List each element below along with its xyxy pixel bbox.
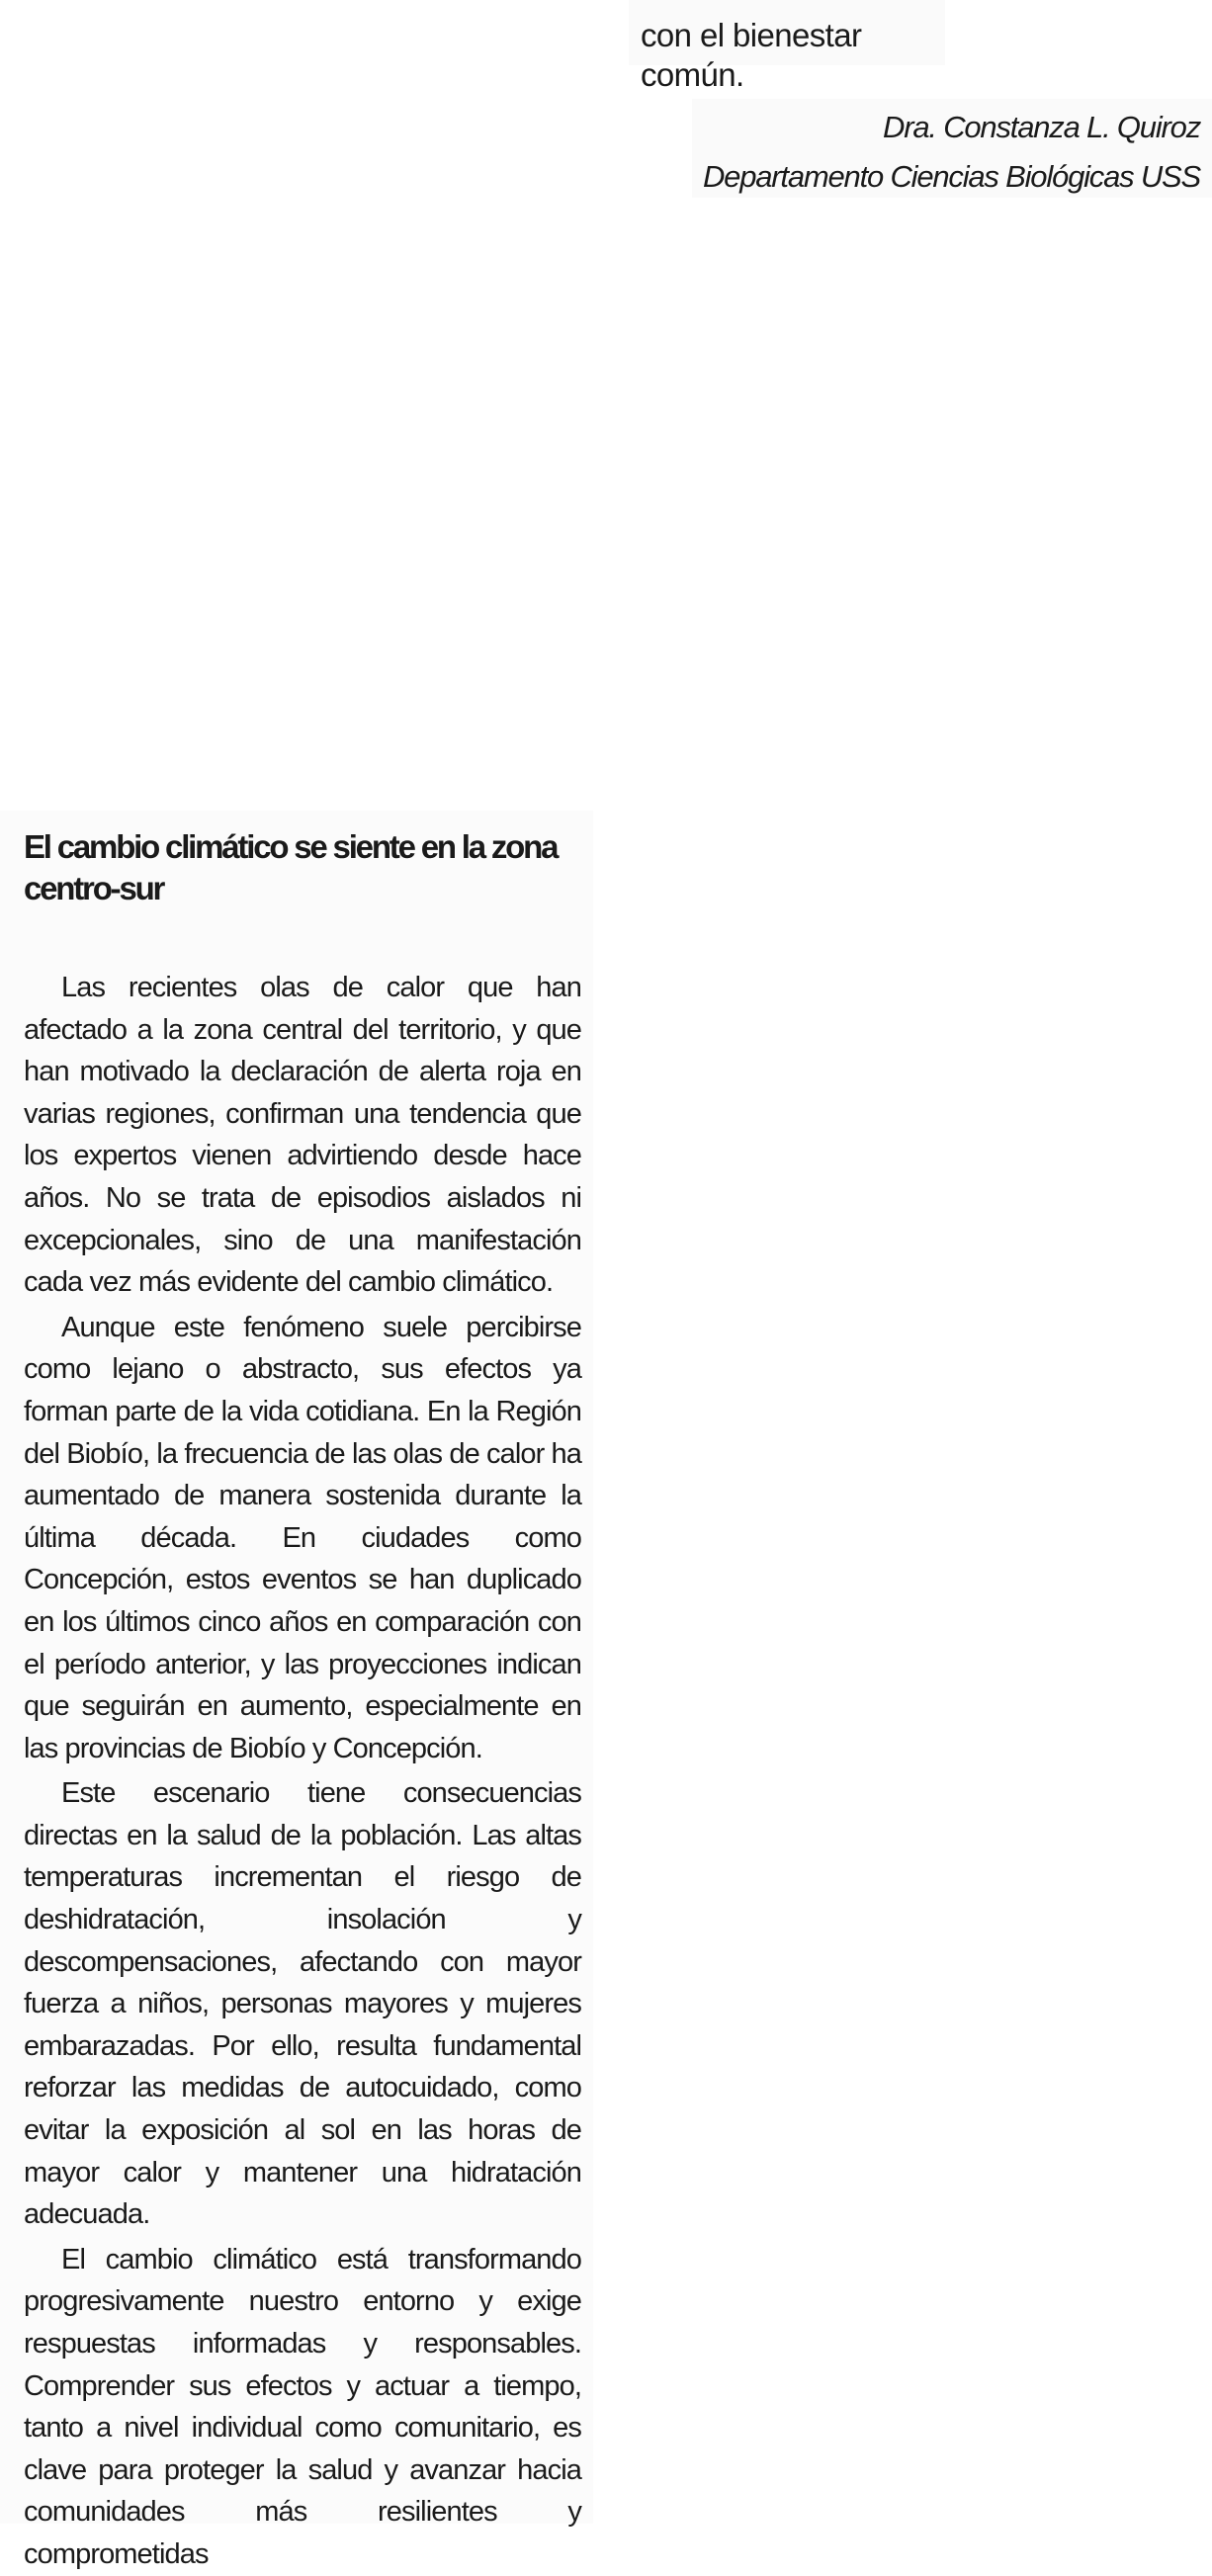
author-affiliation: Departamento Ciencias Biológicas USS xyxy=(702,159,1200,194)
article-column xyxy=(0,811,593,2570)
article-paragraph: Aunque este fenómeno suele percibirse como lejano o abstracto, sus efectos ya forman parte de la vida cotidiana. En la Región del Biobío, la frecuencia de las olas de calor ha aumentado de manera sostenida durante la última década. En ciudades como Concepción, estos eventos se han duplicado en los últimos cinco años en comparación con el período anterior, y las proyecciones indican que seguirán en aumento, especialmente en las provincias de Biobío y Concepción. xyxy=(24,1311,581,1764)
previous-article-closing-text: con el bienestar común. xyxy=(641,17,862,93)
article-paragraph: Este escenario tiene consecuencias directas en la salud de la población. Las altas temperaturas incrementan el riesgo de deshidratación, insolación y descompensaciones, afectando con mayor fuerza a niños, personas mayores y mujeres embarazadas. Por ello, resulta fundamental reforzar las medidas de autocuidado, como evitar la exposición al sol en las horas de mayor calor y mantener una hidratación adecuada. xyxy=(24,1777,581,2231)
author-signature xyxy=(692,99,1212,198)
article-headline: El cambio climático se siente en la zona centro-sur xyxy=(24,828,558,906)
author-name: Dra. Constanza L. Quiroz xyxy=(883,110,1200,144)
previous-article-fragment xyxy=(629,0,945,93)
article-paragraph: El cambio climático está transformando progresivamente nuestro entorno y exige respuestas informadas y responsables. Comprender sus efectos y actuar a tiempo, tanto a nivel individual como comunitario, es clave para proteger la salud y avanzar hacia comunidades más resilientes y comprometidas xyxy=(24,2243,581,2570)
article-paragraph: Las recientes olas de calor que han afectado a la zona central del territorio, y que han motivado la declaración de alerta roja en varias regiones, confirman una tendencia que los expertos vienen advirtiendo desde hace años. No se trata de episodios aislados ni excepcionales, sino de una manifestación cada vez más evidente del cambio climático. xyxy=(24,972,581,1299)
article-body xyxy=(0,909,593,2576)
